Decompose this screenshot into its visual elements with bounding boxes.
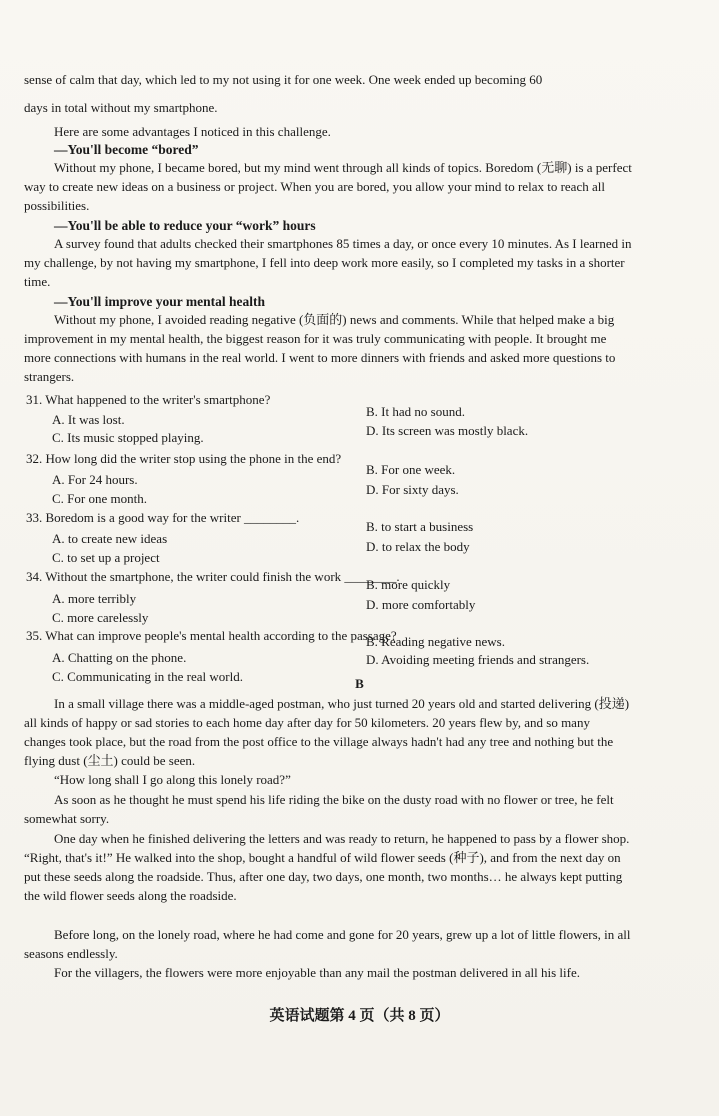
q35-option-d[interactable]: D. Avoiding meeting friends and strangers.: [366, 652, 590, 667]
paragraph-bored: Without my phone, I became bored, but my mind went through all kinds of topics. Boredom (无聊) is a perfect way to create new ideas on a business or project. When you are bored, you allow your mind to relax to reach all possibilities.: [24, 160, 632, 213]
q33-option-b[interactable]: B. to start a business: [366, 519, 474, 534]
question-35: 35. What can improve people's mental health according to the passage?: [26, 628, 397, 643]
heading-bored: —You'll become “bored”: [54, 142, 199, 157]
question-32: 32. How long did the writer stop using the phone in the end?: [26, 451, 342, 466]
q33-option-a[interactable]: A. to create new ideas: [52, 531, 168, 546]
section-b-paragraph-2: “How long shall I go along this lonely road?”: [54, 772, 291, 787]
paragraph-mental-health: Without my phone, I avoided reading negative (负面的) news and comments. While that helped make a big improvement in my mental health, the biggest reason for it was truly communicating with people. It brought me more connections with humans in the real world. I went to more dinners with friends and asked more questions to strangers.: [24, 312, 616, 384]
question-34: 34. Without the smartphone, the writer could finish the work ________.: [26, 569, 400, 584]
passage-line-1: sense of calm that day, which led to my not using it for one week. One week ended up becoming 60: [24, 72, 543, 87]
section-b-paragraph-5: Before long, on the lonely road, where he had come and gone for 20 years, grew up a lot of little flowers, in all seasons endlessly.: [24, 927, 631, 961]
paragraph-work-hours: A survey found that adults checked their smartphones 85 times a day, or once every 10 minutes. As I learned in my challenge, by not having my smartphone, I fell into deep work more easily, so I completed my tasks in a shorter time.: [24, 236, 632, 289]
q31-option-b[interactable]: B. It had no sound.: [366, 404, 465, 419]
page-footer: 英语试题第 4 页（共 8 页）: [269, 1008, 450, 1024]
question-33: 33. Boredom is a good way for the writer ________.: [26, 510, 300, 525]
section-b-paragraph-1: In a small village there was a middle-aged postman, who just turned 20 years old and started delivering (投递) all kinds of happy or sad stories to each home day after day for 50 kilometers. 20 years flew by, and so many changes took place, but the road from the post office to the village always hadn't had any tree and nothing but the flying dust (尘土) could be seen.: [24, 696, 630, 768]
q32-option-a[interactable]: A. For 24 hours.: [52, 472, 138, 487]
q34-option-b[interactable]: B. more quickly: [366, 577, 451, 592]
q35-option-a[interactable]: A. Chatting on the phone.: [52, 650, 187, 665]
section-b-label: B: [355, 676, 364, 691]
passage-intro: Here are some advantages I noticed in this challenge.: [54, 124, 331, 139]
q34-option-c[interactable]: C. more carelessly: [52, 610, 149, 625]
q33-option-d[interactable]: D. to relax the body: [366, 539, 470, 554]
section-b-paragraph-4: One day when he finished delivering the letters and was ready to return, he happened to pass by a flower shop. “Right, that's it!” He walked into the shop, bought a handful of wild flower seeds (种子), and from the next day on put these seeds along the roadside. Thus, after one day, two days, one month, two months… he always kept putting the wild flower seeds along the roadside.: [24, 831, 630, 903]
q31-option-d[interactable]: D. Its screen was mostly black.: [366, 423, 529, 438]
q34-option-a[interactable]: A. more terribly: [52, 591, 137, 606]
q32-option-b[interactable]: B. For one week.: [366, 462, 456, 477]
section-b-paragraph-3: As soon as he thought he must spend his life riding the bike on the dusty road with no flower or tree, he felt somewhat sorry.: [24, 792, 614, 826]
passage-line-2: days in total without my smartphone.: [24, 100, 218, 115]
q32-option-c[interactable]: C. For one month.: [52, 491, 147, 506]
heading-work-hours: —You'll be able to reduce your “work” hours: [54, 218, 316, 233]
heading-mental-health: —You'll improve your mental health: [54, 294, 266, 309]
section-b-paragraph-6: For the villagers, the flowers were more enjoyable than any mail the postman delivered in all his life.: [54, 965, 580, 980]
q35-option-c[interactable]: C. Communicating in the real world.: [52, 669, 243, 684]
q35-option-b[interactable]: B. Reading negative news.: [366, 634, 505, 649]
q33-option-c[interactable]: C. to set up a project: [52, 550, 160, 565]
q34-option-d[interactable]: D. more comfortably: [366, 597, 476, 612]
question-31: 31. What happened to the writer's smartphone?: [26, 392, 271, 407]
q31-option-c[interactable]: C. Its music stopped playing.: [52, 430, 204, 445]
q32-option-d[interactable]: D. For sixty days.: [366, 482, 459, 497]
q31-option-a[interactable]: A. It was lost.: [52, 412, 125, 427]
